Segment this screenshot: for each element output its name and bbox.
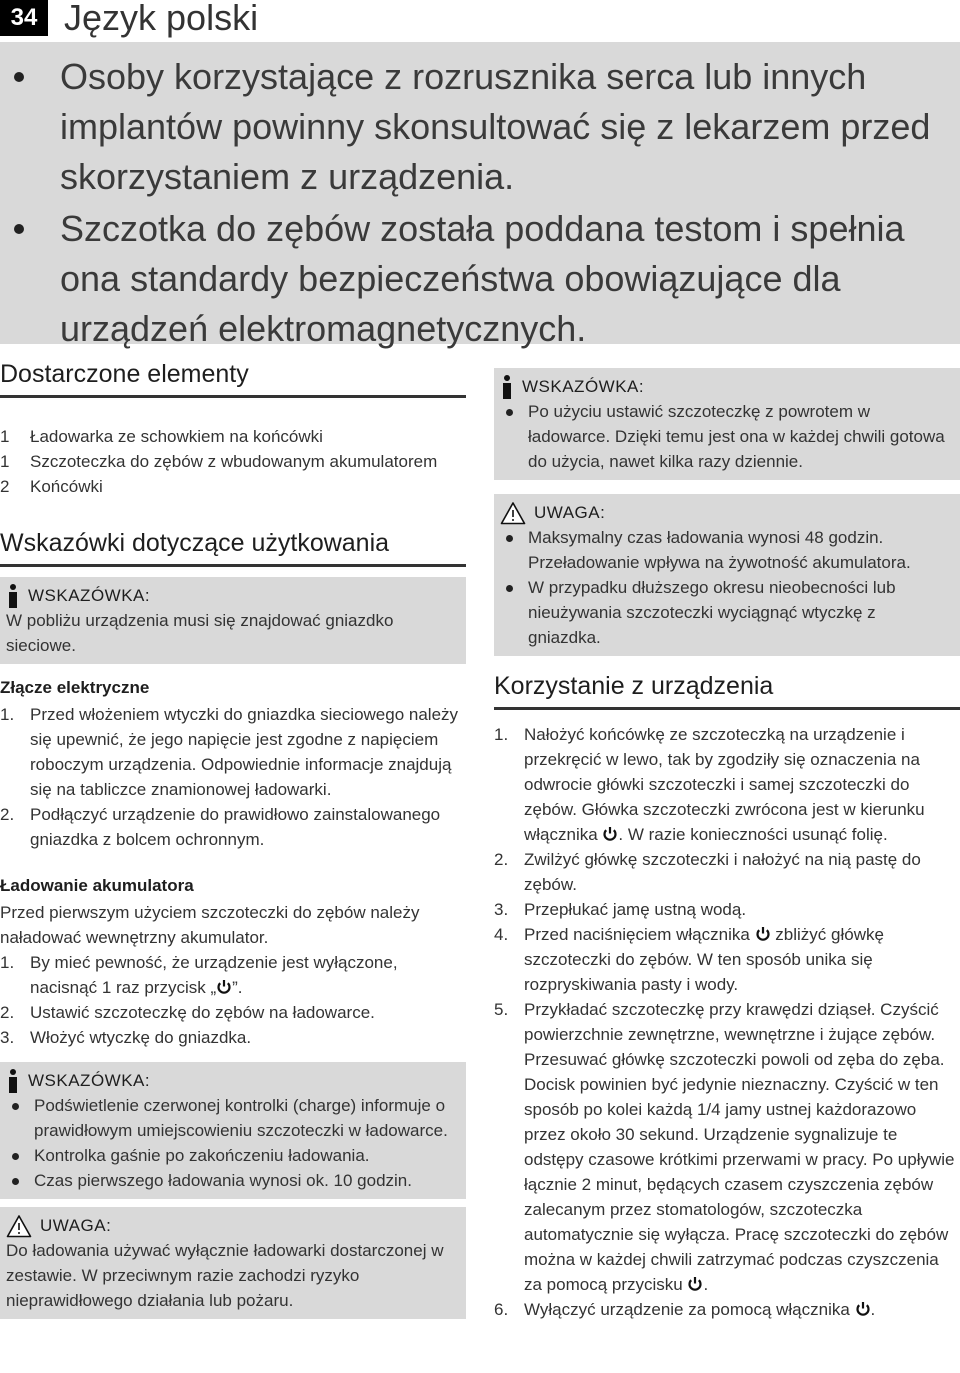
usage-step: 5. Przykładać szczoteczkę przy krawędzi dziąseł. Czyścić powierzchnie zewnętrzne, wewnętrzne i żujące zębów. Przesuwać główkę szczoteczki powoli od zęba do zęba. Docisk powinien być jedynie nieznaczny. Czyścić w ten sposób po kolei każdą 1/4 jamy ustnej każdorazowo przez około 30 sekund. Urządzenie sygnalizuje te odstępy czasowe krótkimi przerwami w pracy. Po upływie łącznie 2 minut, będących czasem czyszczenia zębów zalecanym przez stomatologów, szczoteczka automatycznie się wyłącza. Pracę szczoteczki do zębów można w każdej chwili zatrzymać podczas czyszczenia za pomocą przycisku . [494, 1000, 955, 1294]
usage-step: 4. Przed naciśnięciem włącznika zbliżyć główkę szczoteczki do zębów. W ten sposób unika się rozpryskiwania pasty i wody. [494, 925, 884, 994]
power-icon [602, 826, 618, 842]
delivered-list [0, 424, 466, 499]
usage-steps [494, 722, 960, 1322]
safety-box [0, 42, 960, 349]
power-icon [755, 926, 771, 942]
delivered-item: 2 Końcówki [0, 477, 103, 496]
warning-header: UWAGA: [500, 500, 952, 525]
charging-note [0, 1062, 466, 1199]
electrical-step: 1. Przed włożeniem wtyczki do gniazdka sieciowego należy się upewnić, że jego napięcie jest zgodne z napięciem roboczym urządzenia. Odpowiednie informacje znajdują się na tabliczce znamionowej ładowarki. [0, 705, 459, 799]
warning-item: Maksymalny czas ładowania wynosi 48 godzin. Przeładowanie wpływa na żywotność akumulatora. [500, 525, 952, 575]
power-icon [216, 979, 232, 995]
safety-list [0, 52, 950, 356]
info-icon [500, 375, 514, 399]
page-number: 34 [0, 0, 48, 36]
warning-icon [500, 501, 526, 525]
left-column [0, 360, 466, 1319]
info-icon [6, 584, 20, 608]
note-item: Kontrolka gaśnie po zakończeniu ładowania. [6, 1143, 458, 1168]
charging-warning [0, 1207, 466, 1319]
bullet-icon [14, 224, 24, 234]
usage-step: 1. Nałożyć końcówkę ze szczoteczką na urządzenie i przekręcić w lewo, tak by zgodziły się oznaczenia na odwrocie główki szczoteczki i samej szczoteczki do zębów. Główka szczoteczki zwrócona jest w kierunku włącznika . W razie konieczności usunąć folię. [494, 725, 925, 844]
usage-steps-title: Korzystanie z urządzenia [494, 672, 960, 710]
safety-item: Szczotka do zębów została poddana testom i spełnia ona standardy bezpieczeństwa obowiązujące dla urządzeń elektromagnetycznych. [0, 204, 950, 354]
safety-item: Osoby korzystające z rozrusznika serca lub innych implantów powinny skonsultować się z lekarzem przed skorzystaniem z urządzenia. [0, 52, 950, 202]
right-warning [494, 494, 960, 656]
charging-step: 3. Włożyć wtyczkę do gniazdka. [0, 1028, 252, 1047]
electrical-steps [0, 702, 466, 852]
note-header: WSKAZÓWKA: [6, 583, 458, 608]
note-list [500, 399, 952, 474]
warning-text: Do ładowania używać wyłącznie ładowarki dostarczonej w zestawie. W przeciwnym razie zachodzi ryzyko nieprawidłowego działania lub pożaru. [6, 1241, 444, 1310]
note-item: Podświetlenie czerwonej kontrolki (charge) informuje o prawidłowym umiejscowieniu szczoteczki w ładowarce. [6, 1093, 458, 1143]
note-header: WSKAZÓWKA: [500, 374, 952, 399]
charging-step: 1. By mieć pewność, że urządzenie jest wyłączone, nacisnąć 1 raz przycisk „ ”. [0, 953, 398, 997]
warning-list [500, 525, 952, 650]
power-icon [855, 1301, 871, 1317]
charging-steps [0, 950, 466, 1050]
usage-step: 6. Wyłączyć urządzenie za pomocą włącznika . [494, 1300, 876, 1319]
charging-step: 2. Ustawić szczoteczkę do zębów na ładowarce. [0, 1003, 375, 1022]
warning-header: UWAGA: [6, 1213, 458, 1238]
warning-icon [6, 1214, 32, 1238]
charging-title: Ładowanie akumulatora [0, 876, 194, 895]
note-text: W pobliżu urządzenia musi się znajdować gniazdko sieciowe. [6, 611, 394, 655]
usage-step: 2. Zwilżyć główkę szczoteczki i nałożyć na nią pastę do zębów. [494, 850, 921, 894]
usage-note [0, 577, 466, 664]
usage-step: 3. Przepłukać jamę ustną wodą. [494, 900, 747, 919]
delivered-item: 1 Szczoteczka do zębów z wbudowanym akumulatorem [0, 452, 438, 471]
electrical-title: Złącze elektryczne [0, 678, 150, 697]
right-note [494, 368, 960, 480]
note-item: Po użyciu ustawić szczoteczkę z powrotem w ładowarce. Dzięki temu jest ona w każdej chwili gotowa do użycia, nawet kilka razy dziennie. [500, 399, 952, 474]
delivered-item: 1 Ładowarka ze schowkiem na końcówki [0, 427, 323, 446]
power-icon [687, 1276, 703, 1292]
language-title: Język polski [64, 0, 259, 38]
right-column [494, 368, 960, 1322]
electrical-step: 2. Podłączyć urządzenie do prawidłowo zainstalowanego gniazdka z bolcem ochronnym. [0, 805, 441, 849]
warning-item: W przypadku dłuższego okresu nieobecności lub nieużywania szczoteczki wyciągnąć wtyczkę z gniazdka. [500, 575, 952, 650]
note-list [6, 1093, 458, 1193]
usage-title: Wskazówki dotyczące użytkowania [0, 529, 466, 567]
note-item: Czas pierwszego ładowania wynosi ok. 10 godzin. [6, 1168, 458, 1193]
note-header: WSKAZÓWKA: [6, 1068, 458, 1093]
delivered-title: Dostarczone elementy [0, 360, 466, 398]
info-icon [6, 1069, 20, 1093]
bullet-icon [14, 72, 24, 82]
charging-intro: Przed pierwszym użyciem szczoteczki do zębów należy naładować wewnętrzny akumulator. [0, 903, 420, 947]
